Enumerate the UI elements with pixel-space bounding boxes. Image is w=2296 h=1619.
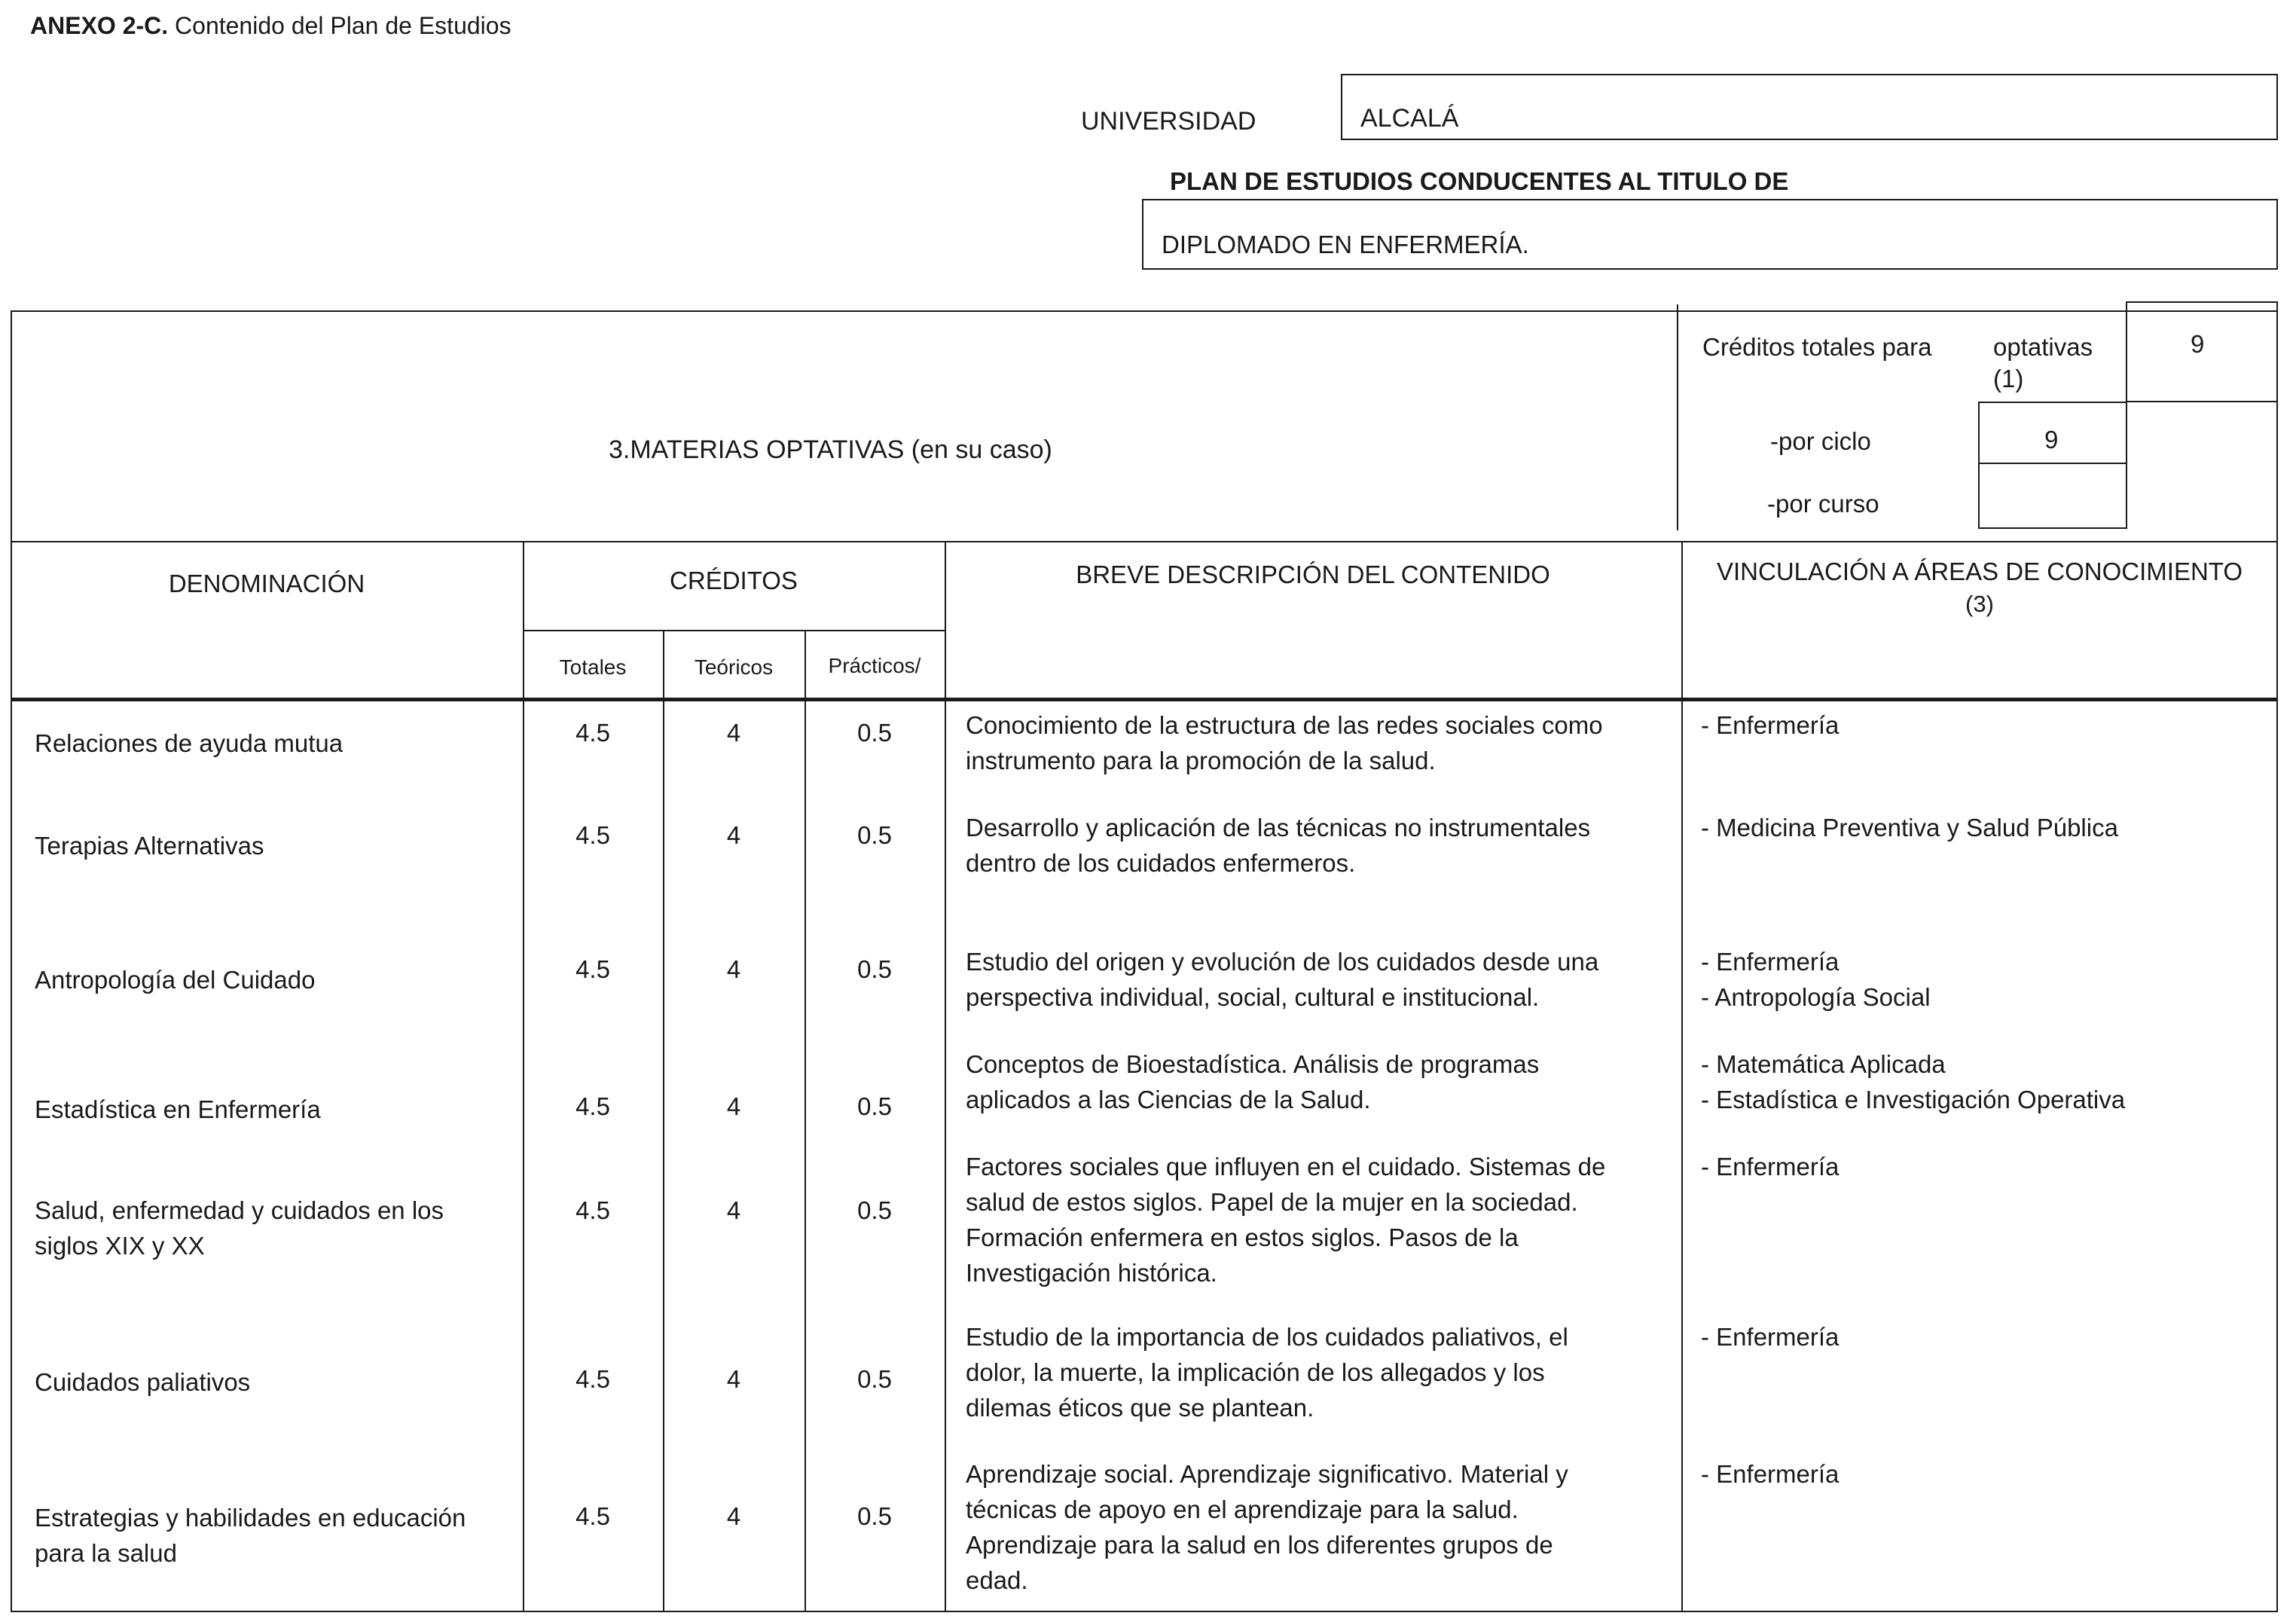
credits-teoricos: 4: [726, 1092, 741, 1120]
content-description: Conocimiento de la estructura de las redes sociales como: [966, 711, 1603, 739]
annex-title: Contenido del Plan de Estudios: [175, 12, 511, 39]
header-denominacion: DENOMINACIÓN: [168, 570, 365, 597]
credits-practicos: 0.5: [857, 719, 892, 747]
subject-name: Estrategias y habilidades en educación: [35, 1504, 466, 1532]
header-teoricos: Teóricos: [694, 655, 774, 679]
header-practicos: Prácticos/: [828, 654, 921, 677]
header-descripcion: BREVE DESCRIPCIÓN DEL CONTENIDO: [1076, 561, 1550, 588]
plan-label: PLAN DE ESTUDIOS CONDUCENTES AL TITULO DE: [1170, 167, 1789, 195]
por-ciclo-label: -por ciclo: [1770, 427, 1871, 455]
credits-practicos: 0.5: [857, 1196, 892, 1224]
content-description: Conceptos de Bioestadística. Análisis de programas: [966, 1050, 1540, 1078]
credits-teoricos: 4: [726, 1502, 741, 1530]
content-description: Aprendizaje para la salud en los diferentes grupos de: [966, 1531, 1553, 1559]
credits-totales: 4.5: [576, 955, 610, 983]
content-description: aplicados a las Ciencias de la Salud.: [966, 1086, 1371, 1113]
subject-name: Cuidados paliativos: [35, 1368, 251, 1396]
header-bottom-rule: [11, 698, 2278, 701]
knowledge-area: - Matemática Aplicada: [1701, 1050, 1946, 1078]
optativas-note: (1): [1993, 365, 2024, 393]
credits-totales: 4.5: [576, 821, 610, 849]
credits-totales: 4.5: [576, 1196, 610, 1224]
credits-practicos: 0.5: [857, 1365, 892, 1393]
knowledge-area: - Antropología Social: [1701, 983, 1931, 1011]
credits-totales: 4.5: [576, 1502, 610, 1530]
credits-teoricos: 4: [726, 1365, 741, 1393]
content-description: instrumento para la promoción de la salud.: [966, 747, 1436, 774]
subject-name: Relaciones de ayuda mutua: [35, 729, 343, 757]
credits-teoricos: 4: [726, 821, 741, 849]
credits-totales: 4.5: [576, 719, 610, 747]
por-curso-label: -por curso: [1767, 490, 1879, 518]
subject-name: para la salud: [35, 1539, 177, 1567]
subject-name: Terapias Alternativas: [35, 832, 264, 860]
content-description: dilemas éticos que se plantean.: [966, 1394, 1314, 1422]
credits-totales: 4.5: [576, 1365, 610, 1393]
header-vinculacion-note: (3): [1965, 591, 1994, 617]
knowledge-area: - Enfermería: [1701, 1460, 1840, 1488]
header-creditos: CRÉDITOS: [670, 567, 798, 594]
por-ciclo-value: 9: [2044, 426, 2059, 454]
knowledge-area: - Enfermería: [1701, 711, 1840, 739]
section-title-text: 3.MATERIAS OPTATIVAS: [609, 435, 905, 464]
credits-practicos: 0.5: [857, 1092, 892, 1120]
content-description: técnicas de apoyo en el aprendizaje para la salud.: [966, 1495, 1519, 1523]
credits-teoricos: 4: [726, 719, 741, 747]
content-description: salud de estos siglos. Papel de la mujer en la sociedad.: [966, 1188, 1578, 1216]
content-description: Aprendizaje social. Aprendizaje significativo. Material y: [966, 1460, 1568, 1488]
knowledge-area: - Medicina Preventiva y Salud Pública: [1701, 814, 2118, 842]
knowledge-area: - Enfermería: [1701, 1153, 1840, 1181]
content-description: Desarrollo y aplicación de las técnicas no instrumentales: [966, 814, 1591, 842]
credits-teoricos: 4: [726, 955, 741, 983]
credits-practicos: 0.5: [857, 1502, 892, 1530]
content-description: Estudio del origen y evolución de los cuidados desde una: [966, 948, 1599, 976]
header-vinculacion: VINCULACIÓN A ÁREAS DE CONOCIMIENTO: [1716, 557, 2243, 585]
subject-name: Antropología del Cuidado: [35, 966, 316, 994]
header-totales: Totales: [559, 655, 627, 679]
content-description: Investigación histórica.: [966, 1259, 1217, 1287]
degree-value: DIPLOMADO EN ENFERMERÍA.: [1162, 231, 1529, 258]
knowledge-area: - Enfermería: [1701, 948, 1840, 976]
optativas-label: optativas: [1993, 333, 2093, 361]
section-title: [609, 432, 1052, 468]
summary-divider: [1677, 304, 1678, 530]
credits-teoricos: 4: [726, 1196, 741, 1224]
content-description: perspectiva individual, social, cultural e institucional.: [966, 983, 1540, 1011]
university-box: [1341, 74, 2278, 140]
subject-name: Estadística en Enfermería: [35, 1095, 321, 1123]
annex-label: ANEXO 2-C.: [30, 12, 169, 39]
credits-totales: 4.5: [576, 1092, 610, 1120]
subject-name: siglos XIX y XX: [35, 1232, 205, 1260]
university-value: ALCALÁ: [1360, 104, 1459, 133]
summary-block: [11, 310, 2278, 545]
content-description: Formación enfermera en estos siglos. Pasos de la: [966, 1223, 1519, 1251]
content-description: dentro de los cuidados enfermeros.: [966, 849, 1356, 877]
credits-practicos: 0.5: [857, 955, 892, 983]
university-label: UNIVERSIDAD: [1081, 107, 1256, 136]
content-description: edad.: [966, 1566, 1028, 1594]
credits-practicos: 0.5: [857, 821, 892, 849]
annex-heading: [30, 9, 511, 43]
knowledge-area: - Enfermería: [1701, 1323, 1840, 1351]
content-description: Estudio de la importancia de los cuidados paliativos, el: [966, 1323, 1568, 1351]
knowledge-area: - Estadística e Investigación Operativa: [1701, 1086, 2126, 1113]
subject-name: Salud, enfermedad y cuidados en los: [35, 1196, 444, 1224]
optativas-value: 9: [2191, 330, 2205, 358]
credits-total-label: Créditos totales para: [1702, 333, 1932, 361]
content-description: Factores sociales que influyen en el cuidado. Sistemas de: [966, 1153, 1606, 1181]
section-note: (en su caso): [911, 435, 1052, 464]
content-description: dolor, la muerte, la implicación de los allegados y los: [966, 1358, 1545, 1386]
